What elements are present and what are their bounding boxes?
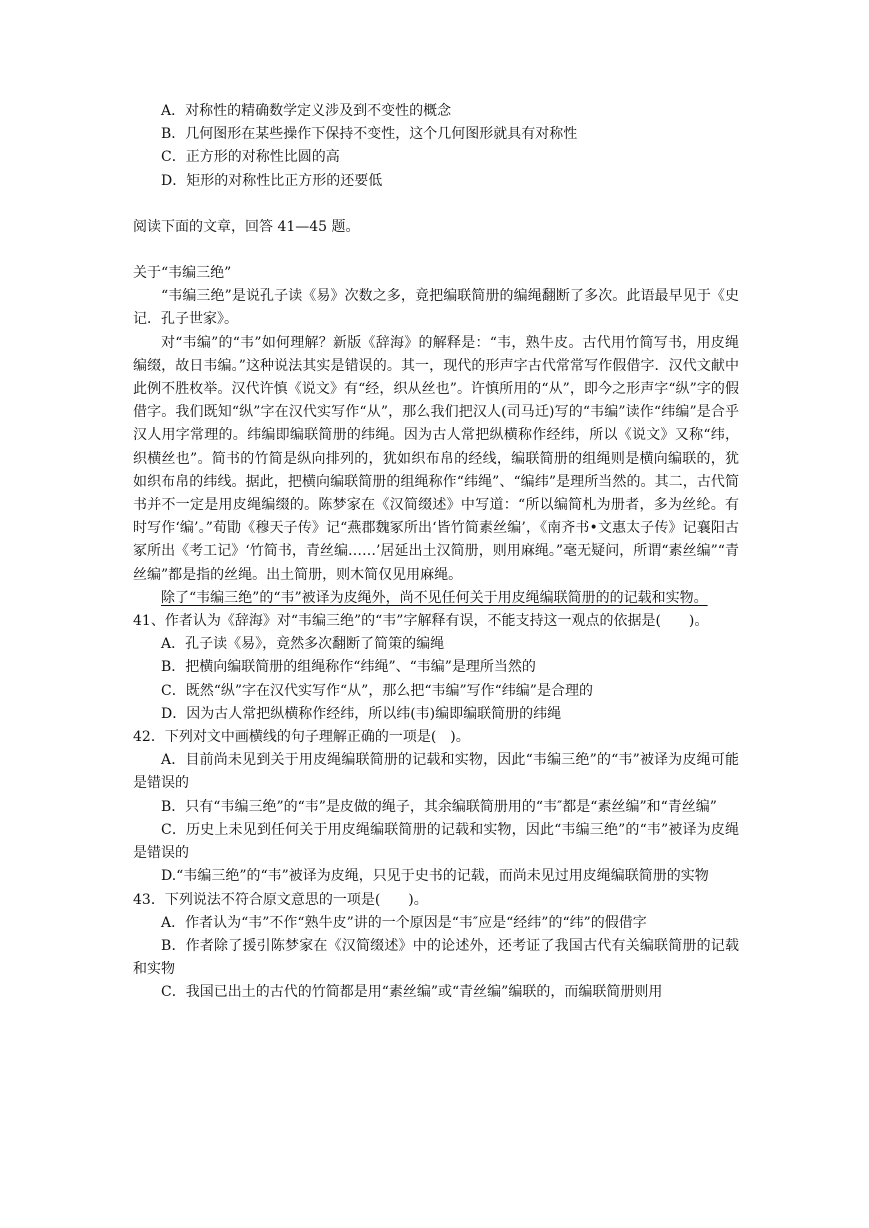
question-42 bbox=[133, 726, 739, 888]
question-41-stem: 41、作者认为《辞海》对“韦编三绝”的“韦”字解释有误，不能支持这一观点的依据是( )。 bbox=[133, 613, 709, 630]
spacer bbox=[133, 239, 739, 262]
prev-option-d[interactable]: D．矩形的对称性比正方形的还要低 bbox=[161, 172, 383, 189]
prev-option-b[interactable]: B．几何图形在某些操作下保持不变性，这个几何图形就具有对称性 bbox=[161, 126, 578, 143]
previous-question-options bbox=[133, 100, 739, 193]
question-42-stem: 42．下列对文中画横线的句子理解正确的一项是( )。 bbox=[133, 729, 470, 746]
prev-option-a[interactable]: A．对称性的精确数学定义涉及到不变性的概念 bbox=[161, 103, 452, 119]
document-page bbox=[133, 100, 739, 1005]
prev-option-c[interactable]: C．正方形的对称性比圆的高 bbox=[161, 149, 340, 166]
question-43-stem: 43．下列说法不符合原文意思的一项是( )。 bbox=[133, 891, 428, 908]
article-title: 关于“韦编三绝” bbox=[133, 265, 232, 282]
underlined-sentence: 除了“韦编三绝”的“韦”被译为皮绳外，尚不见任何关于用皮绳编联简册的的记载和实物。 bbox=[161, 589, 708, 606]
q43-option-c[interactable]: C．我国已出土的古代的竹简都是用“素丝编”或“青丝编”编联的，而编联简册则用 bbox=[161, 984, 663, 1001]
spacer bbox=[133, 193, 739, 216]
question-41 bbox=[133, 610, 739, 726]
reading-instruction: 阅读下面的文章，回答 41—45 题。 bbox=[133, 218, 360, 235]
q42-option-a[interactable]: A．目前尚未见到关于用皮绳编联简册的记载和实物，因此“韦编三绝”的“韦”被译为皮绳可能是错误的 bbox=[133, 752, 739, 792]
q41-option-a[interactable]: A．孔子读《易》，竟然多次翻断了简策的编绳 bbox=[161, 636, 445, 653]
q42-option-b[interactable]: B．只有“韦编三绝”的“韦”是皮做的绳子，其余编联简册用的“韦″都是“素丝编”和“青丝编” bbox=[161, 798, 717, 815]
q43-option-b[interactable]: B．作者除了援引陈梦家在《汉简缀述》中的论述外，还考证了我国古代有关编联简册的记载和实物 bbox=[133, 937, 739, 978]
article-paragraph-1: “韦编三绝”是说孔子读《易》次数之多，竟把编联简册的编绳翻断了多次。此语最早见于《史记．孔子世家》。 bbox=[133, 288, 739, 328]
question-43 bbox=[133, 889, 739, 1005]
q42-option-d[interactable]: D.“韦编三绝”的“韦”被译为皮绳，只见于史书的记载，而尚未见过用皮绳编联简册的实物 bbox=[161, 868, 709, 885]
q42-option-c[interactable]: C．历史上未见到任何关于用皮绳编联简册的记载和实物，因此“韦编三绝”的“韦”被译为皮绳是错误的 bbox=[133, 821, 739, 862]
article bbox=[133, 262, 739, 610]
article-paragraph-2: 对“韦编”的“韦”如何理解？新版《辞海》的解释是：“韦，熟牛皮。古代用竹简写书，用皮绳编缀，故日韦编。”这种说法其实是错误的。其一，现代的形声字古代常常写作假借字．汉代文献中此例不胜枚举。汉代许慎《说文》有“经，织从丝也”。许慎所用的“从”，即今之形声字“纵”字的假借字。我们既知“纵”字在汉代实写作“从”，那么我们把汉人(司马迁)写的“韦编”读作“纬编”是合乎汉人用字常理的。纬编即编联简册的纬绳。因为古人常把纵横称作经纬，所以《说文》又称“纬，织横丝也”。简书的竹简是纵向排列的，犹如织布帛的经线，编联简册的组绳则是横向编联的，犹如织布帛的纬线。据此，把横向编联简册的组绳称作“纬绳”、“编纬”是理所当然的。其二，古代简书并不一定是用皮绳编缀的。陈梦家在《汉简缀述》中写道：“所以编简札为册者，多为丝纶。有时写作‘编’。”荀勖《穆天子传》记“燕郡魏冢所出‘皆竹简素丝编’，《南齐书•文惠太子传》记襄阳古冢所出《考工记》‘竹简书，青丝编……’居延出土汉简册，则用麻绳。”毫无疑问，所谓“素丝编”“青丝编”都是指的丝绳。出土简册，则木简仅见用麻绳。 bbox=[133, 334, 739, 583]
q43-option-a[interactable]: A．作者认为“韦”不作“熟牛皮”讲的一个原因是“韦″应是“经纬”的“纬”的假借字 bbox=[161, 914, 647, 931]
q41-option-d[interactable]: D．因为古人常把纵横称作经纬，所以纬(韦)编即编联简册的纬绳 bbox=[161, 705, 562, 722]
q41-option-c[interactable]: C．既然“纵”字在汉代实写作“从”，那么把“韦编”写作“纬编”是合理的 bbox=[161, 682, 593, 699]
q41-option-b[interactable]: B．把横向编联简册的组绳称作“纬绳”、“韦编”是理所当然的 bbox=[161, 659, 536, 676]
